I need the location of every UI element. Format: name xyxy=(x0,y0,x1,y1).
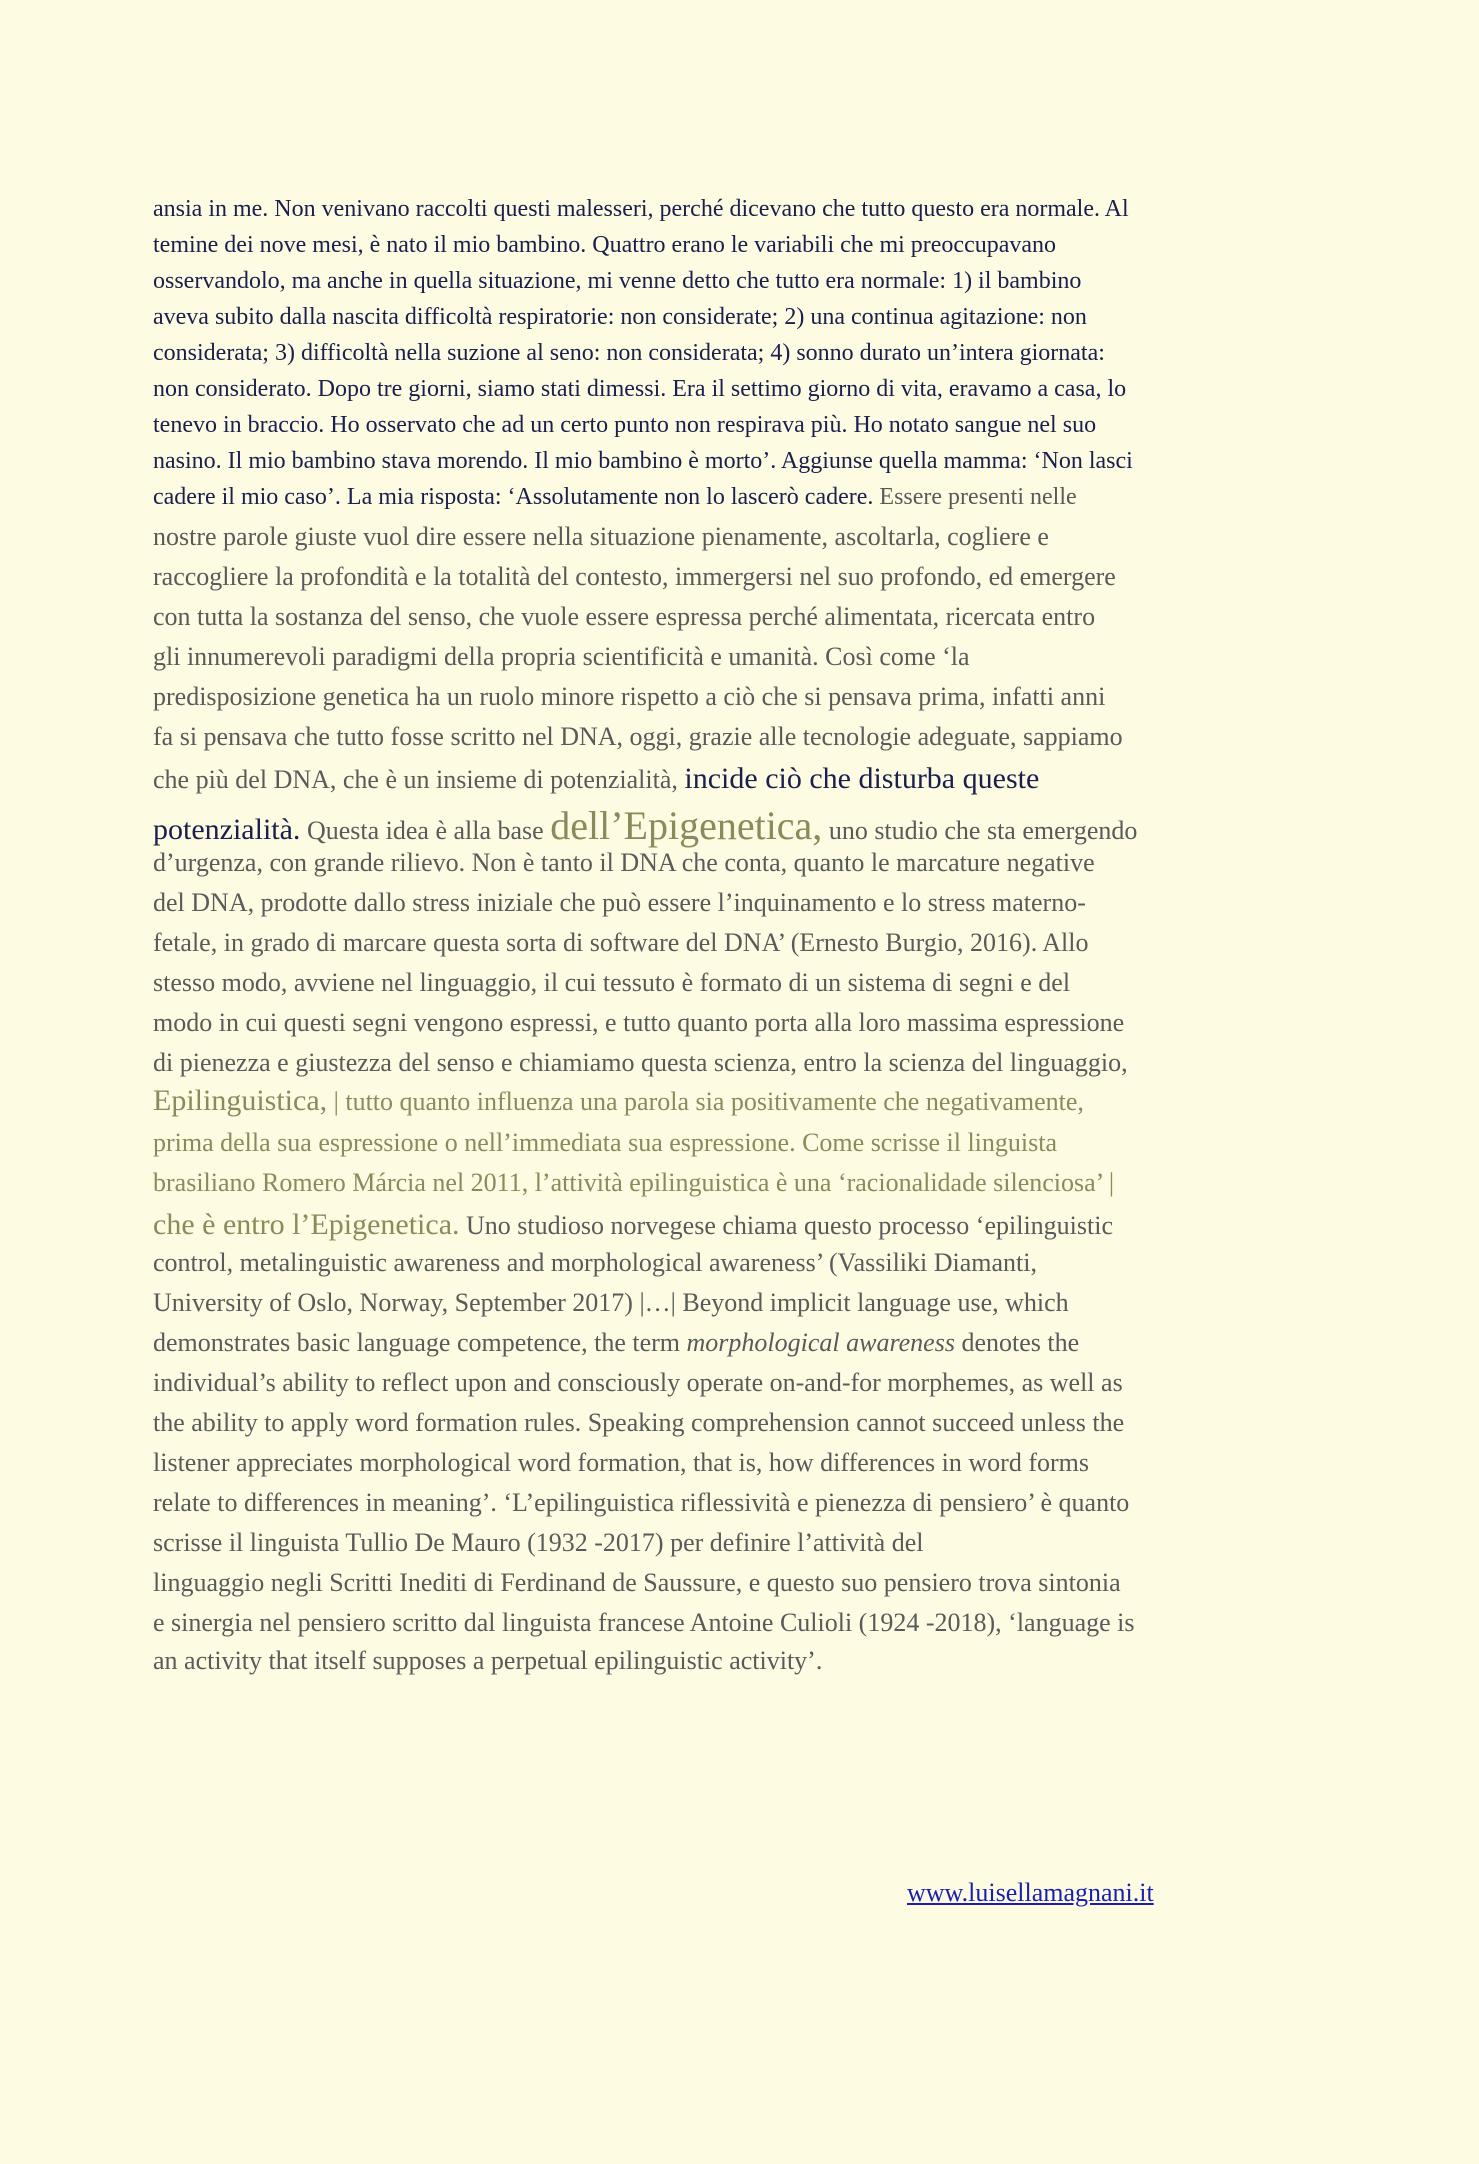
text-line xyxy=(153,196,1129,223)
text-line xyxy=(153,412,1096,439)
text-segment: di pienezza e giustezza del senso e chiamiamo questa scienza, entro la scienza del linguaggio, xyxy=(153,1048,1128,1077)
text-segment: an activity that itself supposes a perpetual epilinguistic activity’. xyxy=(153,1646,823,1675)
text-segment: denotes the xyxy=(954,1328,1080,1357)
text-segment: che è entro l’Epigenetica. xyxy=(153,1208,460,1241)
text-line xyxy=(153,1288,1069,1318)
text-segment: control, metalinguistic awareness and morphological awareness’ (Vassiliki Diamanti, xyxy=(153,1248,1037,1277)
text-segment: Essere presenti nelle xyxy=(879,484,1077,510)
text-line xyxy=(153,642,970,672)
text-line xyxy=(153,1608,1135,1638)
text-segment: demonstrates basic language competence, the term xyxy=(153,1328,687,1357)
text-line xyxy=(153,928,1089,958)
text-line xyxy=(153,562,1116,592)
text-segment: relate to differences in meaning’. ‘L’epilinguistica riflessività e pienezza di pensiero’ è quanto xyxy=(153,1488,1130,1517)
text-segment: gli innumerevoli paradigmi della propria scientificità e umanità. Così come ‘la xyxy=(153,642,970,671)
text-segment: University of Oslo, Norway, September 2017) |…| Beyond implicit language use, which xyxy=(153,1288,1069,1317)
text-segment: linguaggio negli Scritti Inediti di Ferdinand de Saussure, e questo suo pensiero trova sintonia xyxy=(153,1568,1121,1597)
text-segment: cadere il mio caso’. La mia risposta: ‘Assolutamente non lo lascerò cadere. xyxy=(153,484,880,510)
text-segment: ansia in me. Non venivano raccolti questi malesseri, perché dicevano che tutto questo era normale. Al xyxy=(153,196,1129,222)
text-line xyxy=(153,1248,1037,1278)
text-line xyxy=(153,268,1081,295)
text-segment: | tutto quanto influenza una parola sia positivamente che negativamente, xyxy=(327,1087,1084,1116)
text-segment: osservandolo, ma anche in quella situazione, mi venne detto che tutto era normale: 1) il bambino xyxy=(153,268,1082,294)
text-line xyxy=(153,448,1133,475)
text-segment: scrisse il linguista Tullio De Mauro (1932 -2017) per definire l’attività del xyxy=(153,1528,924,1557)
text-line xyxy=(153,802,1137,849)
text-segment: the ability to apply word formation rules. Speaking comprehension cannot succeed unless the xyxy=(153,1408,1125,1437)
text-line xyxy=(153,1646,822,1676)
text-segment: brasiliano Romero Márcia nel 2011, l’attività epilinguistica è una ‘racionalidade silenciosa’ | xyxy=(153,1168,1115,1197)
text-line xyxy=(153,1528,923,1558)
text-line xyxy=(153,1328,1079,1358)
text-line xyxy=(153,1368,1123,1398)
text-segment: nostre parole giuste vuol dire essere nella situazione pienamente, ascoltarla, cogliere e xyxy=(153,522,1049,551)
text-segment: dell’Epigenetica, xyxy=(550,803,823,848)
text-line xyxy=(153,304,1087,331)
text-segment: Uno studioso norvegese chiama questo processo ‘epilinguistic xyxy=(459,1211,1113,1240)
text-line xyxy=(153,888,1086,918)
text-line xyxy=(153,340,1105,367)
text-line xyxy=(153,602,1095,632)
text-segment: prima della sua espressione o nell’immediata sua espressione. Come scrisse il linguista xyxy=(153,1128,1058,1157)
text-segment: fetale, in grado di marcare questa sorta di software del DNA’ (Ernesto Burgio, 2016). Allo xyxy=(153,928,1089,957)
text-segment: che più del DNA, che è un insieme di potenzialità, xyxy=(153,765,685,794)
text-line xyxy=(153,722,1123,752)
text-segment: del DNA, prodotte dallo stress iniziale che può essere l’inquinamento e lo stress materno- xyxy=(153,888,1086,917)
text-line xyxy=(153,1408,1124,1438)
text-line xyxy=(153,1488,1129,1518)
text-segment: stesso modo, avviene nel linguaggio, il cui tessuto è formato di un sistema di segni e del xyxy=(153,968,1071,997)
text-line xyxy=(153,848,1095,878)
text-segment: e sinergia nel pensiero scritto dal linguista francese Antoine Culioli (1924 -2018), ‘language is xyxy=(153,1608,1135,1637)
text-segment: con tutta la sostanza del senso, che vuole essere espressa perché alimentata, ricercata entro xyxy=(153,602,1096,631)
text-line xyxy=(153,1568,1121,1598)
text-segment: potenzialità. xyxy=(153,813,301,846)
text-line xyxy=(153,484,1077,511)
text-line xyxy=(153,1448,1089,1478)
text-segment: listener appreciates morphological word formation, that is, how differences in word forms xyxy=(153,1448,1089,1477)
text-segment: Epilinguistica, xyxy=(153,1084,328,1117)
text-segment: morphological awareness xyxy=(686,1328,955,1357)
text-line xyxy=(153,522,1049,552)
text-segment: raccogliere la profondità e la totalità del contesto, immergersi nel suo profondo, ed emergere xyxy=(153,562,1116,591)
text-line xyxy=(153,1008,1124,1038)
text-line xyxy=(153,376,1126,403)
text-segment: non considerato. Dopo tre giorni, siamo stati dimessi. Era il settimo giorno di vita, eravamo a casa, lo xyxy=(153,376,1127,402)
text-segment: uno studio che sta emergendo xyxy=(822,816,1138,845)
text-segment: aveva subito dalla nascita difficoltà respiratorie: non considerate; 2) una continua agitazione: non xyxy=(153,304,1087,330)
text-line xyxy=(153,968,1070,998)
text-line xyxy=(153,1048,1128,1078)
text-segment: nasino. Il mio bambino stava morendo. Il mio bambino è morto’. Aggiunse quella mamma: ‘Non lasci xyxy=(153,448,1133,474)
text-line xyxy=(153,1168,1114,1198)
text-line xyxy=(153,762,1039,796)
website-link[interactable]: www.luisellamagnani.it xyxy=(907,1878,1154,1907)
text-segment: individual’s ability to reflect upon and consciously operate on-and-for morphemes, as well as xyxy=(153,1368,1123,1397)
text-line xyxy=(153,1128,1057,1158)
text-segment: tenevo in braccio. Ho osservato che ad un certo punto non respirava più. Ho notato sangue nel suo xyxy=(153,412,1097,438)
text-segment: modo in cui questi segni vengono espressi, e tutto quanto porta alla loro massima espressione xyxy=(153,1008,1125,1037)
text-segment: Questa idea è alla base xyxy=(300,816,551,845)
text-segment: temine dei nove mesi, è nato il mio bambino. Quattro erano le variabili che mi preoccupavano xyxy=(153,232,1057,258)
text-line xyxy=(153,232,1056,259)
text-segment: predisposizione genetica ha un ruolo minore rispetto a ciò che si pensava prima, infatti anni xyxy=(153,682,1106,711)
text-segment: considerata; 3) difficoltà nella suzione al seno: non considerata; 4) sonno durato un’intera giornata: xyxy=(153,340,1105,366)
text-segment: fa si pensava che tutto fosse scritto nel DNA, oggi, grazie alle tecnologie adeguate, sappiamo xyxy=(153,722,1123,751)
text-line xyxy=(153,1084,1084,1118)
text-line xyxy=(153,1208,1113,1242)
text-line xyxy=(153,682,1105,712)
text-segment: incide ciò che disturba queste xyxy=(684,762,1040,795)
text-segment: d’urgenza, con grande rilievo. Non è tanto il DNA che conta, quanto le marcature negative xyxy=(153,848,1095,877)
